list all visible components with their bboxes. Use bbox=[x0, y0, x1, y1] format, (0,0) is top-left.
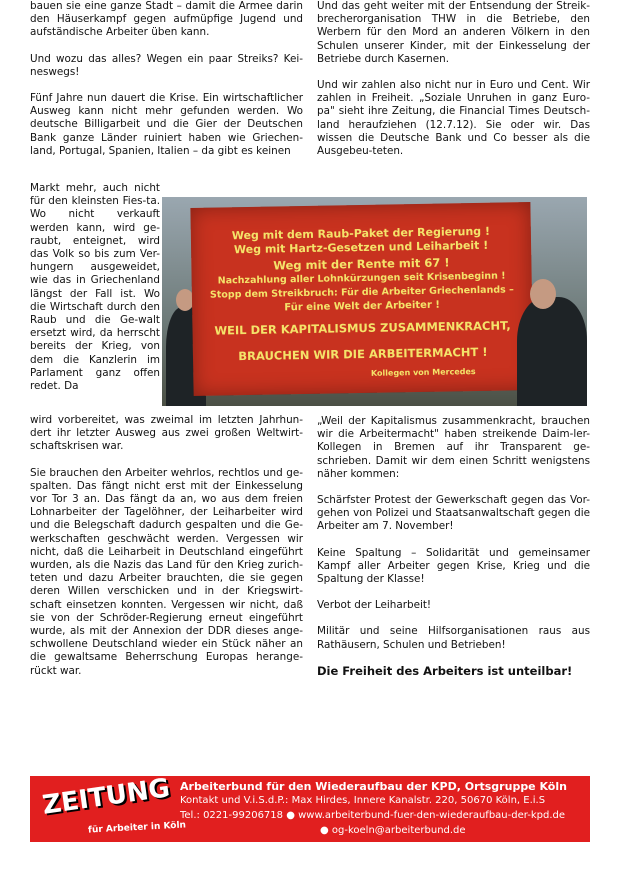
person-figure bbox=[517, 297, 587, 406]
banner-line: BRAUCHEN WIR DIE ARBEITERMACHT ! bbox=[238, 344, 488, 364]
banner-line: Weg mit der Rente mit 67 ! bbox=[273, 255, 450, 273]
banner-line: Weg mit Hartz-Gesetzen und Leiharbeit ! bbox=[233, 238, 489, 257]
paragraph: wird vorbereitet, was zweimal im letzten Jahrhun-dert ihr letzter Ausweg aus zwei großen Weltwirt-schaftskrisen war. bbox=[30, 414, 303, 453]
person-head bbox=[530, 279, 556, 309]
banner-line: Kollegen von Mercedes bbox=[370, 367, 476, 378]
left-column-bottom bbox=[30, 414, 303, 691]
paragraph: bauen sie eine ganze Stadt – damit die Armee darin den Häuserkampf gegen aufmüpfige Jugend und aufständische Arbeiter üben kann. bbox=[30, 0, 303, 39]
closing-slogan: Die Freiheit des Arbeiters ist unteilbar! bbox=[317, 663, 573, 678]
paragraph: Und das geht weiter mit der Entsendung der Streik-brecherorganisation THW in die Betriebe, den Werbern für den Mord an anderen Völkern in den Schulen unserer Kinder, mit der Einkesselung der Betriebe durch Kasernen. bbox=[317, 0, 590, 65]
right-column-top bbox=[317, 0, 590, 171]
paragraph: Und wozu das alles? Wegen ein paar Streiks? Kei-neswegs! bbox=[30, 52, 303, 78]
paragraph: Und wir zahlen also nicht nur in Euro und Cent. Wir zahlen in Freiheit. „Soziale Unruhen in ganz Euro-pa" sieht ihre Zeitung, die Financial Times Deutsch-land heraufziehen (12.7.12). Sie oder wir. Das wissen die Deutsche Bank und Co besser als die Ausgebeu-teten. bbox=[317, 79, 590, 158]
logo-subtitle: für Arbeiter in Köln bbox=[87, 820, 187, 836]
footer-website-link[interactable]: Tel.: 0221-99206718 ● www.arbeiterbund-fuer-den-wiederaufbau-der-kpd.de bbox=[180, 810, 565, 821]
paragraph: Verbot der Leiharbeit! bbox=[317, 599, 432, 612]
banner-line: Weg mit dem Raub-Paket der Regierung ! bbox=[231, 224, 491, 243]
left-wrap-text: Markt mehr, auch nicht für den kleinsten Fies-ta. Wo nicht verkauft werden kann, wird ge-raubt, enteignet, wird das Volk so bis zum Ver-hungern ausgeweidet, wie das in Griechenland längst der Fall ist. Wo die Wirtschaft durch den Raub und die Ge-walt ersetzt wird, da herrscht bereits der Krieg, von dem die Kanzlerin im Parlament ganz offen redet. Da bbox=[30, 182, 160, 393]
banner-line: Nachzahlung aller Lohnkürzungen seit Krisenbeginn ! bbox=[217, 270, 506, 287]
left-column-top bbox=[30, 0, 303, 171]
footer-title: Arbeiterbund für den Wiederaufbau der KPD, Ortsgruppe Köln bbox=[180, 780, 567, 793]
paragraph: Schärfster Protest der Gewerkschaft gegen das Vor-gehen von Polizei und Staatsanwaltschaft gegen die Arbeiter am 7. November! bbox=[317, 494, 590, 533]
banner-line: Für eine Welt der Arbeiter ! bbox=[284, 299, 440, 314]
protest-banner bbox=[190, 202, 533, 396]
paragraph: Militär und seine Hilfsorganisationen raus aus Rathäusern, Schulen und Betrieben! bbox=[317, 625, 590, 651]
banner-line: WEIL DER KAPITALISMUS ZUSAMMENKRACHT, bbox=[214, 318, 511, 338]
paragraph: Sie brauchen den Arbeiter wehrlos, rechtlos und ge-spalten. Das fängt nicht erst mit der Einkesselung vor Tor 3 an. Das fängt da an, wo aus dem freien Lohnarbeiter der Tagelöhner, der Leiharbeiter wird und die Belegschaft dadurch gespalten und die Ge-werkschaften geschwächt werden. Vergessen wir nicht, daß die Leiharbeit in Deutschland eingeführt wurden, als die Nazis das Land für den Krieg zurich-teten und dazu Arbeiter brauchten, die sie gegen deren Willen verschicken und in der Kriegswirt-schaft einsetzen konnten. Vergessen wir nicht, daß sie von der Schröder-Regierung erneut eingeführt wurde, als mit der Annexion der DDR dieses ange-schwollene Deutschland wieder ein Stück näher an die gewaltsame Beherrschung Europas herange-rückt war. bbox=[30, 466, 303, 677]
footer-box bbox=[30, 773, 590, 842]
banner-line: Stopp dem Streikbruch: Für die Arbeiter Griechenlands – bbox=[209, 284, 514, 301]
footer-email-link[interactable]: ● og-koeln@arbeiterbund.de bbox=[320, 825, 466, 836]
paragraph: „Weil der Kapitalismus zusammenkracht, brauchen wir die Arbeitermacht" haben streikende Daim-ler-Kollegen in Bremen auf ihr Transparent ge-schrieben. Damit wir dem einen Schritt wenigstens näher kommen: bbox=[317, 415, 590, 480]
paragraph: Keine Spaltung – Solidarität und gemeinsamer Kampf aller Arbeiter gegen Krise, Krieg und die Spaltung der Klasse! bbox=[317, 546, 590, 586]
right-column-bottom bbox=[317, 415, 590, 691]
protest-photo bbox=[162, 197, 587, 406]
paragraph: Fünf Jahre nun dauert die Krise. Ein wirtschaftlicher Ausweg kann nicht mehr gefunden werden. Wo deutsche Billigarbeit und die Gier der Deutschen Bank ganze Länder ruiniert haben wie Griechen-land, Portugal, Spanien, Italien – da gibt es keinen bbox=[30, 92, 303, 157]
footer-contact: Kontakt und V.i.S.d.P.: Max Hirdes, Innere Kanalstr. 220, 50670 Köln, E.i.S bbox=[180, 795, 546, 806]
zeitung-logo: ZEITUNG bbox=[40, 773, 172, 821]
